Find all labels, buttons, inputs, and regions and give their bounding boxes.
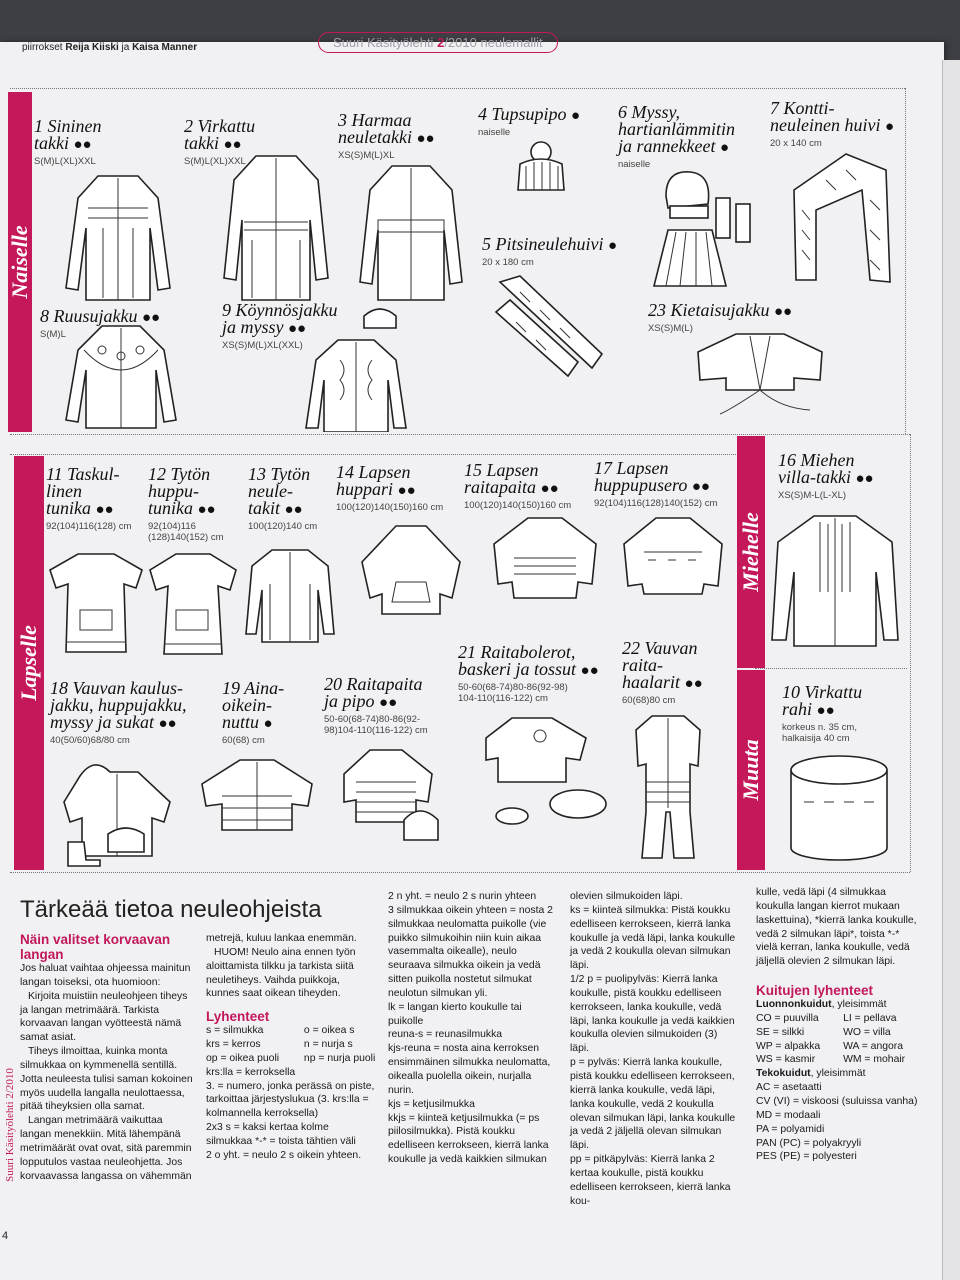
pattern-item-11[interactable]: 11 Taskul- linen tunika ●● 92(104)116(128) cm bbox=[46, 464, 132, 532]
pattern-item-14[interactable]: 14 Lapsen huppari ●● 100(120)140(150)160 cm bbox=[336, 462, 444, 513]
pattern-item-6[interactable]: 6 Myssy, hartianlämmitin ja rannekkeet ● naiselle bbox=[618, 102, 736, 170]
pattern-item-15[interactable]: 15 Lapsen raitapaita ●● 100(120)140(150)160 cm bbox=[464, 460, 572, 511]
pompom-hat-drawing bbox=[512, 140, 570, 196]
wrap-cardigan-drawing bbox=[690, 330, 830, 422]
pattern-item-9[interactable]: 9 Köynnösjakku ja myssy ●● XS(S)M(L)XL(XXL) bbox=[222, 300, 338, 351]
pattern-item-5[interactable]: 5 Pitsineulehuivi ● 20 x 180 cm bbox=[482, 234, 618, 268]
section-tab-miehelle: Miehelle bbox=[737, 436, 765, 668]
spine-text: Suuri Käsityölehti 2/2010 bbox=[4, 1068, 16, 1182]
pattern-item-3[interactable]: 3 Harmaa neuletakki ●● XS(S)M(L)XL bbox=[338, 110, 435, 161]
hat-shawl-wristwarmers-drawing bbox=[652, 168, 756, 290]
garter-jacket-drawing bbox=[196, 756, 318, 836]
grey-coat-drawing bbox=[356, 160, 466, 308]
striped-shirt-and-hat-drawing bbox=[340, 746, 444, 850]
vine-jacket-and-hat-drawing bbox=[300, 300, 420, 432]
illustration-credit: piirrokset Reija Kiiski ja Kaisa Manner bbox=[22, 42, 198, 53]
section-divider bbox=[755, 668, 907, 669]
pattern-item-16[interactable]: 16 Miehen villa-takki ●● XS(S)M-L(L-XL) bbox=[778, 450, 874, 501]
pattern-item-7[interactable]: 7 Kontti- neuleinen huivi ● 20 x 140 cm bbox=[770, 98, 895, 149]
mens-cardigan-drawing bbox=[768, 512, 902, 652]
hoodie-drawing bbox=[356, 522, 466, 622]
hooded-tunic-drawing bbox=[146, 550, 240, 660]
issue-badge: Suuri Käsityölehti 2/2010 neulemallit bbox=[318, 32, 558, 53]
natural-fiber-list: CO = puuvilla LI = pellava SE = silkki WO = villa WP = alpakka WA = angora WS = kasmir WM = mohair bbox=[756, 1012, 906, 1066]
info-title: Tärkeää tietoa neuleohjeista bbox=[20, 896, 322, 923]
section-divider bbox=[10, 434, 910, 435]
info-column-5: kulle, vedä läpi (4 silmukkaa koukulla langan kierrot mukaan laskettuina), *kierrä lanka koukulle, vedä 2 silmukan läpi*, toista *-* vielä kerran, lanka koukulle, vedä jäljellä olevien 2 silmukan läpi. Kuitujen lyhenteet Luonnonkuidut, yleisimmät CO = puuvilla LI = pellava SE = silkki WO = villa WP = alpakka WA = angora WS = kasmir WM = mohair Tekokuidut, yleisimmät AC = asetaatti CV (VI) = viskoosi (suluissa vanha) MD = modaali PA = polyamidi PAN (PC) = polyakryyli PES (PE) = polyesteri bbox=[756, 886, 920, 1164]
section-tab-muuta: Muuta bbox=[737, 670, 765, 870]
crochet-pouf-drawing bbox=[784, 752, 894, 862]
crochet-coat-drawing bbox=[222, 150, 330, 310]
pattern-item-1[interactable]: 1 Sininen takki ●● S(M)L(XL)XXL bbox=[34, 116, 102, 167]
info-column-4: olevien silmukoiden läpi. ks = kiinteä silmukka: Pistä koukku edelliseen kerrokseen, kierrä lanka koukulle ja vedä läpi, lanka koukulle ja vedä 2 koukulla olevan silmukan läpi. 1/2 p = puolipylväs: Kierrä lanka koukulle, pistä koukku edelliseen kerrokseen, lanka koukulle, vedä läpi, lanka koukulle ja vedä kaikkien koukulla olevien silmukoiden (3) läpi. p = pylväs: Kierrä lanka koukulle, pistä koukku edelliseen kerrokseen, kierrä lanka koukulle, vedä läpi, lanka koukulle, vedä 2 koukulla olevan silmukan läpi, lanka koukulle ja vedä 2 jäljellä olevan silmukan läpi. pp = pitkäpylväs: Kierrä lanka 2 kertaa koukulle, pistä koukku edelliseen kerrokseen, kierrä lanka kou- bbox=[570, 891, 736, 1207]
abbreviation-list: s = silmukka o = oikea s krs = kerros n = nurja s op = oikea puoli np = nurja puoli krs:lla = kerroksella bbox=[206, 1025, 376, 1078]
pattern-item-10[interactable]: 10 Virkattu rahi ●● korkeus n. 35 cm, halkaisija 40 cm bbox=[782, 682, 863, 744]
pattern-item-23[interactable]: 23 Kietaisujakku ●● XS(S)M(L) bbox=[648, 300, 793, 334]
hooded-pullover-drawing bbox=[618, 514, 728, 598]
pattern-item-12[interactable]: 12 Tytön huppu- tunika ●● 92(104)116 (128)140(152) cm bbox=[148, 464, 224, 543]
yoke-cardigan-drawing bbox=[62, 320, 180, 432]
pattern-item-2[interactable]: 2 Virkattu takki ●● S(M)L(XL)XXL bbox=[184, 116, 256, 167]
cardigan-drawing bbox=[58, 168, 178, 308]
baby-set-drawing bbox=[60, 756, 184, 868]
info-column-1: Näin valitset korvaavan langan Jos haluat vaihtaa ohjeessa mainitun langan toiseksi, ota huomioon: Kirjoita muistiin neuleohjeen tiheys ja langan metrimäärä. Tarkista korvaavan langan vyötteestä nämä samat asiat. Tiheys ilmoittaa, kuinka monta silmukkaa on kymmenellä sentillä. Jotta neuleesta tulisi saman kokoinen myös uudella langalla neulottaessa, pitää tiheyksien olla samat. Langan metrimäärä vaikuttaa langan menekkiin. Mitä lähempänä metrimäärät ovat ovat, sitä paremmin lopputulos vastaa neuleohjetta. Jos korvaavassa langassa on vähemmän bbox=[20, 932, 193, 1182]
scarf-drawing bbox=[786, 150, 896, 290]
section-tab-lapselle: Lapselle bbox=[14, 456, 44, 870]
baby-overalls-drawing bbox=[626, 712, 710, 864]
next-page-edge bbox=[942, 60, 960, 1280]
pocket-tunic-drawing bbox=[44, 548, 148, 660]
pattern-item-18[interactable]: 18 Vauvan kaulus- jakku, huppujakku, myssy ja sukat ●● 40(50/60)68/80 cm bbox=[50, 678, 187, 746]
pattern-item-21[interactable]: 21 Raitabolerot, baskeri ja tossut ●● 50-60(68-74)80-86(92-98) 104-110(116-122) cm bbox=[458, 642, 599, 704]
bolero-beret-booties-drawing bbox=[482, 712, 610, 836]
girls-cardigan-drawing bbox=[244, 544, 336, 648]
section-tab-naiselle: Naiselle bbox=[8, 92, 32, 432]
pattern-item-22[interactable]: 22 Vauvan raita- haalarit ●● 60(68)80 cm bbox=[622, 638, 703, 706]
section-divider bbox=[10, 872, 910, 873]
right-rule bbox=[910, 434, 911, 872]
page-number: 4 bbox=[2, 1230, 9, 1242]
pattern-item-20[interactable]: 20 Raitapaita ja pipo ●● 50-60(68-74)80-86(92- 98)104-110(116-122) cm bbox=[324, 674, 428, 736]
striped-sweater-drawing bbox=[488, 514, 602, 602]
lace-scarf-drawing bbox=[490, 272, 610, 382]
pattern-item-8[interactable]: 8 Ruusujakku ●● S(M)L bbox=[40, 306, 161, 340]
top-rule bbox=[10, 88, 905, 89]
info-column-2: metrejä, kuluu lankaa enemmän. HUOM! Neulo aina ennen työn aloittamista tilkku ja tarkista siitä neuletiheys. Vaihda puikkoja, kunnes saat oikean tiheyden. Lyhenteet s = silmukka o = oikea s krs = kerros n = nurja s op = oikea puoli np = nurja puoli krs:lla = kerroksella 3. = numero, jonka perässä on piste, tarkoittaa järjestyslukua (3. krs:lla = kolmannella kerroksella) 2x3 s = kaksi kertaa kolme silmukkaa *-* = toista tähtien väli 2 o yht. = neulo 2 s oikein yhteen. bbox=[206, 933, 376, 1161]
pattern-item-13[interactable]: 13 Tytön neule- takit ●● 100(120)140 cm bbox=[248, 464, 318, 532]
pattern-item-19[interactable]: 19 Aina- oikein- nuttu ● 60(68) cm bbox=[222, 678, 285, 746]
right-rule bbox=[905, 88, 906, 434]
pattern-item-17[interactable]: 17 Lapsen huppupusero ●● 92(104)116(128)140(152) cm bbox=[594, 458, 718, 509]
pattern-item-4[interactable]: 4 Tupsupipo ● naiselle bbox=[478, 104, 581, 138]
section-divider bbox=[10, 454, 740, 455]
info-column-3: 2 n yht. = neulo 2 s nurin yhteen 3 silmukkaa oikein yhteen = nosta 2 silmukkaa neulomatta puikolle (vie puikko silmukoihin niin kuin aikaa vasemmalta oikealle), neulo seuraava silmukka oikein ja vedä sitten puikolla nostetut silmukat neulotun silmukan yli. lk = langan kierto koukulle tai puikolle reuna-s = reunasilmukka kjs-reuna = nosta aina kerroksen ensimmäinen silmukka neulomatta, oikealla puolella oikein, nurjalla nurin. kjs = ketjusilmukka kkjs = kiinteä ketjusilmukka (= ps piilosilmukka). Pistä koukku edelliseen kerrokseen, kierrä lanka koukulle ja vedä kaikkien silmukan bbox=[388, 891, 553, 1166]
